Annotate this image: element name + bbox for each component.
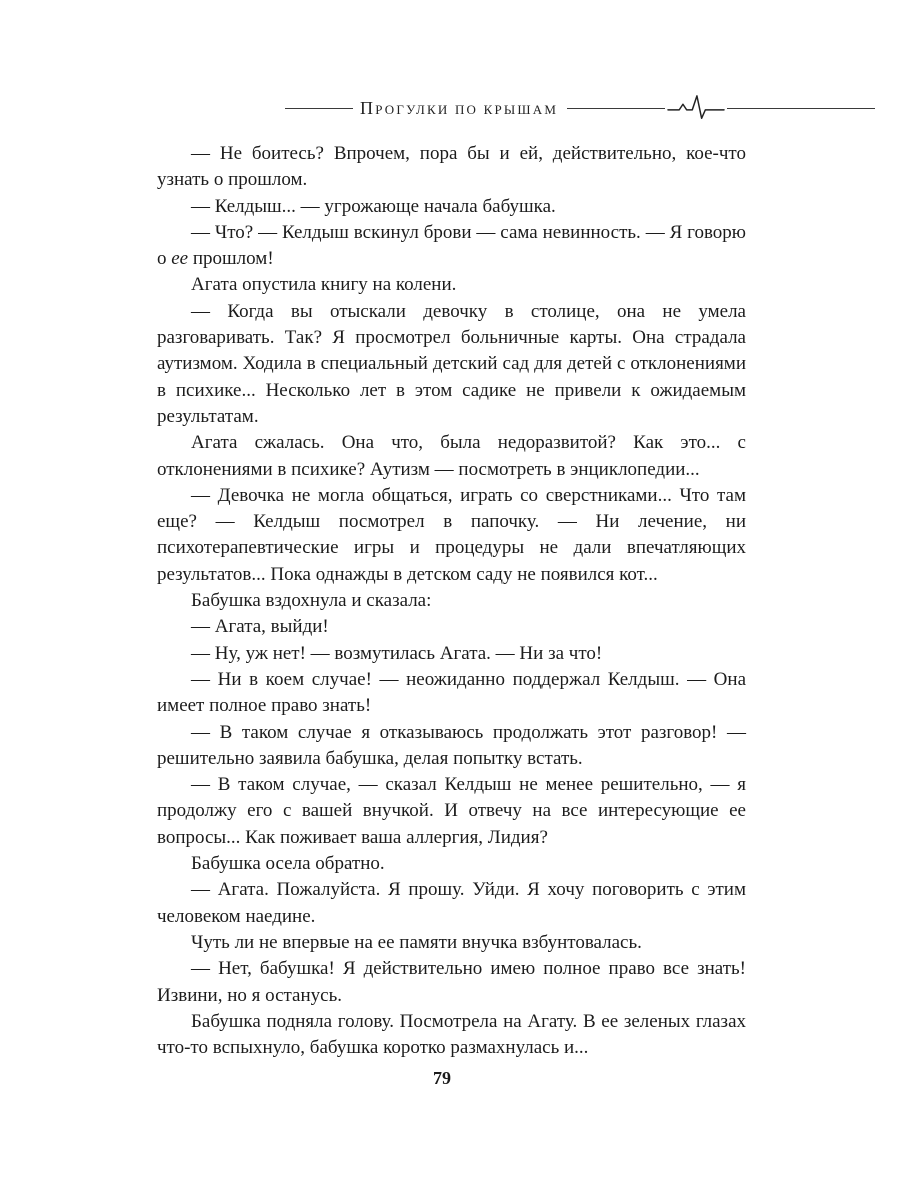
paragraph: — Агата, выйди! xyxy=(191,616,329,638)
paragraph: — Когда вы отыскали девочку в столице, она не умела разговаривать. Так? Я просмотрел больничные карты. Она страдала аутизмом. Ходила в специальный детский сад для детей с отклонениями в психике... Несколько лет в этом садике не привели к ожидаемым результатам. xyxy=(157,300,746,427)
paragraph: Бабушка осела обратно. xyxy=(191,853,385,875)
paragraph: — В таком случае я отказываюсь продолжать этот разговор! — решительно заявила бабушка, делая попытку встать. xyxy=(157,721,746,769)
paragraph: Бабушка подняла голову. Посмотрела на Агату. В ее зеленых глазах что-то вспыхнуло, бабушка коротко размахнулась и... xyxy=(157,1010,746,1059)
page-header xyxy=(285,97,875,119)
body-text xyxy=(157,141,746,1061)
paragraph: Бабушка вздохнула и сказала: xyxy=(191,590,432,612)
paragraph: Чуть ли не впервые на ее памяти внучка взбунтовалась. xyxy=(191,931,642,953)
running-title: ПРОГУЛКИ ПО КРЫШАМ xyxy=(360,97,559,118)
paragraph: — Агата. Пожалуйста. Я прошу. Уйди. Я хочу поговорить с этим человеком наедине. xyxy=(157,879,746,927)
paragraph: — Ни в коем случае! — неожиданно поддержал Келдыш. — Она имеет полное право знать! xyxy=(157,668,746,717)
paragraph: — Не боитесь? Впрочем, пора бы и ей, действительно, кое-что узнать о прошлом. xyxy=(157,143,746,191)
paragraph xyxy=(157,220,746,273)
header-rule-mid xyxy=(567,108,665,109)
paragraph: — Келдыш... — угрожающе начала бабушка. xyxy=(191,195,556,217)
header-rule-left xyxy=(285,108,353,109)
paragraph: — В таком случае, — сказал Келдыш не менее решительно, — я продолжу его с вашей внучкой. И отвечу на все интересующие ее вопросы... Как поживает ваша аллергия, Лидия? xyxy=(157,774,746,848)
emphasized-word: ее xyxy=(171,248,189,270)
paragraph-text: прошлом! xyxy=(188,248,274,270)
heartbeat-icon xyxy=(667,94,725,122)
paragraph: Агата сжалась. Она что, была недоразвитой? Как это... с отклонениями в психике? Аутизм — посмотреть в энциклопедии... xyxy=(157,432,746,480)
header-rule-right xyxy=(727,108,875,109)
paragraph: — Нет, бабушка! Я действительно имею полное право все знать! Извини, но я останусь. xyxy=(157,958,746,1006)
paragraph: — Девочка не могла общаться, играть со сверстниками... Что там еще? — Келдыш посмотрел в папочку. — Ни лечение, ни психотерапевтические игры и процедуры не дали впечатляющих результатов... Пока однажды в детском саду не появился кот... xyxy=(157,484,746,585)
paragraph: — Ну, уж нет! — возмутилась Агата. — Ни за что! xyxy=(191,642,603,664)
paragraph: Агата опустила книгу на колени. xyxy=(191,274,457,296)
page-number: 79 xyxy=(433,1068,451,1088)
paragraph-text: — Что? — Келдыш вскинул брови — сама невинность. — Я говорю о xyxy=(157,221,746,270)
